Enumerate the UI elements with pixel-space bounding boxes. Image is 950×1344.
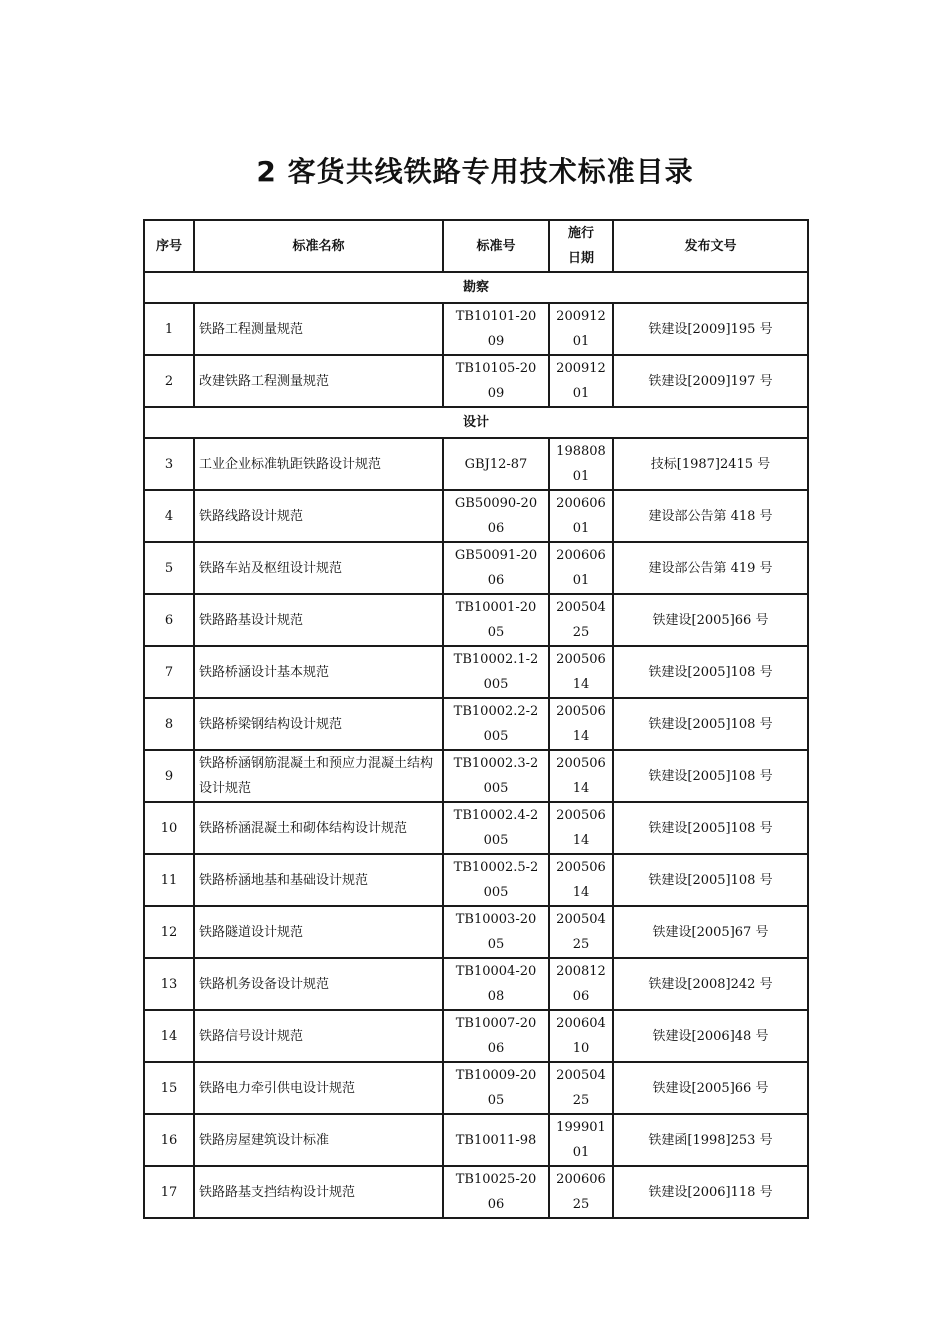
cell-doc: 铁建设[2005]67 号 [613, 906, 808, 958]
table-row [144, 698, 808, 750]
cell-code-text: TB10002.2-2005 [453, 704, 539, 744]
header-code: 标准号 [443, 220, 549, 272]
header-date-label: 施行日期 [567, 226, 594, 266]
cell-index: 16 [144, 1114, 194, 1166]
cell-date [549, 438, 613, 490]
section-row [144, 407, 808, 438]
cell-date [549, 646, 613, 698]
cell-doc: 铁建设[2008]242 号 [613, 958, 808, 1010]
cell-index: 11 [144, 854, 194, 906]
table-row [144, 958, 808, 1010]
table-row [144, 646, 808, 698]
cell-code-text: TB10025-2006 [455, 1172, 537, 1212]
cell-index: 10 [144, 802, 194, 854]
cell-code-text: TB10002.4-2005 [453, 808, 539, 848]
cell-date-text: 20091201 [556, 309, 606, 349]
cell-doc: 铁建设[2009]197 号 [613, 355, 808, 407]
cell-index: 17 [144, 1166, 194, 1218]
cell-doc: 技标[1987]2415 号 [613, 438, 808, 490]
table-row [144, 438, 808, 490]
cell-name: 铁路线路设计规范 [194, 490, 443, 542]
cell-name: 铁路桥涵钢筋混凝土和预应力混凝土结构设计规范 [194, 750, 443, 802]
cell-index: 1 [144, 303, 194, 355]
cell-doc: 铁建设[2006]48 号 [613, 1010, 808, 1062]
cell-date-text: 20091201 [556, 361, 606, 401]
cell-code [443, 854, 549, 906]
cell-code [443, 906, 549, 958]
cell-date-text: 20050425 [556, 1068, 606, 1108]
cell-index: 9 [144, 750, 194, 802]
cell-doc: 铁建设[2005]108 号 [613, 698, 808, 750]
table-row [144, 542, 808, 594]
cell-doc: 铁建设[2005]108 号 [613, 646, 808, 698]
cell-code [443, 438, 549, 490]
header-date [549, 220, 613, 272]
table-row [144, 1114, 808, 1166]
cell-doc: 铁建设[2005]66 号 [613, 1062, 808, 1114]
cell-date [549, 490, 613, 542]
cell-code-text: GB50091-2006 [454, 548, 538, 588]
cell-index: 2 [144, 355, 194, 407]
cell-index: 4 [144, 490, 194, 542]
cell-date [549, 698, 613, 750]
cell-code-text: TB10002.3-2005 [453, 756, 539, 796]
cell-name: 铁路电力牵引供电设计规范 [194, 1062, 443, 1114]
cell-code [443, 1062, 549, 1114]
cell-doc: 建设部公告第 418 号 [613, 490, 808, 542]
cell-date-text: 20060625 [556, 1172, 606, 1212]
cell-code [443, 542, 549, 594]
cell-index: 14 [144, 1010, 194, 1062]
cell-doc: 铁建设[2009]195 号 [613, 303, 808, 355]
cell-name: 铁路路基设计规范 [194, 594, 443, 646]
cell-date-text: 20050425 [556, 912, 606, 952]
cell-code-text: TB10101-2009 [455, 309, 537, 349]
cell-date [549, 958, 613, 1010]
cell-code-text: TB10002.1-2005 [453, 652, 539, 692]
table-row [144, 854, 808, 906]
section-row [144, 272, 808, 303]
cell-code [443, 594, 549, 646]
cell-code [443, 1114, 549, 1166]
cell-code-text: TB10009-2005 [455, 1068, 537, 1108]
cell-index: 12 [144, 906, 194, 958]
cell-code [443, 646, 549, 698]
cell-index: 3 [144, 438, 194, 490]
cell-date [549, 594, 613, 646]
cell-code-text: GBJ12-87 [464, 456, 528, 472]
cell-index: 15 [144, 1062, 194, 1114]
cell-name: 铁路隧道设计规范 [194, 906, 443, 958]
cell-date-text: 20081206 [556, 964, 606, 1004]
cell-code-text: TB10003-2005 [455, 912, 537, 952]
cell-code-text: TB10007-2006 [455, 1016, 537, 1056]
table-row [144, 355, 808, 407]
section-label: 设计 [144, 407, 808, 438]
cell-date-text: 20050614 [556, 652, 606, 692]
cell-doc: 铁建设[2005]108 号 [613, 802, 808, 854]
cell-date [549, 1062, 613, 1114]
table-row [144, 750, 808, 802]
cell-name: 工业企业标准轨距铁路设计规范 [194, 438, 443, 490]
cell-date [549, 1114, 613, 1166]
cell-code [443, 355, 549, 407]
cell-date [549, 1166, 613, 1218]
cell-code [443, 1010, 549, 1062]
header-name: 标准名称 [194, 220, 443, 272]
cell-date [549, 802, 613, 854]
cell-code-text: GB50090-2006 [454, 496, 538, 536]
cell-date [549, 906, 613, 958]
table-row [144, 1166, 808, 1218]
table-row [144, 802, 808, 854]
cell-doc: 铁建函[1998]253 号 [613, 1114, 808, 1166]
cell-doc: 铁建设[2005]108 号 [613, 750, 808, 802]
cell-date [549, 854, 613, 906]
cell-doc: 建设部公告第 419 号 [613, 542, 808, 594]
table-row [144, 906, 808, 958]
cell-name: 铁路房屋建筑设计标准 [194, 1114, 443, 1166]
cell-index: 8 [144, 698, 194, 750]
cell-name: 铁路工程测量规范 [194, 303, 443, 355]
cell-date [549, 750, 613, 802]
table-row [144, 1062, 808, 1114]
table-row [144, 303, 808, 355]
cell-date-text: 19880801 [556, 444, 606, 484]
header-doc: 发布文号 [613, 220, 808, 272]
cell-code-text: TB10105-2009 [455, 361, 537, 401]
table-row [144, 1010, 808, 1062]
cell-code-text: TB10001-2005 [455, 600, 537, 640]
table-header-row [144, 220, 808, 272]
cell-name: 铁路路基支挡结构设计规范 [194, 1166, 443, 1218]
cell-date-text: 20050614 [556, 704, 606, 744]
cell-code-text: TB10002.5-2005 [453, 860, 539, 900]
cell-date-text: 20050614 [556, 860, 606, 900]
cell-name: 铁路车站及枢纽设计规范 [194, 542, 443, 594]
table-row [144, 594, 808, 646]
cell-index: 13 [144, 958, 194, 1010]
cell-date-text: 20050614 [556, 808, 606, 848]
cell-name: 铁路桥涵混凝土和砌体结构设计规范 [194, 802, 443, 854]
cell-date [549, 355, 613, 407]
cell-index: 7 [144, 646, 194, 698]
cell-date-text: 20050425 [556, 600, 606, 640]
cell-code [443, 802, 549, 854]
cell-doc: 铁建设[2005]108 号 [613, 854, 808, 906]
section-label: 勘察 [144, 272, 808, 303]
cell-name: 改建铁路工程测量规范 [194, 355, 443, 407]
cell-date [549, 303, 613, 355]
cell-date-text: 20050614 [556, 756, 606, 796]
page-title: 2 客货共线铁路专用技术标准目录 [256, 155, 694, 188]
cell-code [443, 1166, 549, 1218]
standards-table [143, 219, 809, 1219]
cell-date [549, 542, 613, 594]
cell-date-text: 20060601 [556, 496, 606, 536]
cell-date-text: 20060601 [556, 548, 606, 588]
cell-code [443, 750, 549, 802]
cell-name: 铁路信号设计规范 [194, 1010, 443, 1062]
header-index: 序号 [144, 220, 194, 272]
cell-date-text: 20060410 [556, 1016, 606, 1056]
cell-code-text: TB10004-2008 [455, 964, 537, 1004]
cell-name: 铁路桥涵设计基本规范 [194, 646, 443, 698]
cell-index: 6 [144, 594, 194, 646]
cell-code [443, 698, 549, 750]
cell-date-text: 19990101 [556, 1120, 606, 1160]
cell-name: 铁路桥涵地基和基础设计规范 [194, 854, 443, 906]
cell-doc: 铁建设[2006]118 号 [613, 1166, 808, 1218]
cell-name: 铁路机务设备设计规范 [194, 958, 443, 1010]
cell-code [443, 490, 549, 542]
cell-code [443, 303, 549, 355]
cell-doc: 铁建设[2005]66 号 [613, 594, 808, 646]
cell-code-text: TB10011-98 [455, 1132, 537, 1148]
cell-index: 5 [144, 542, 194, 594]
table-row [144, 490, 808, 542]
cell-code [443, 958, 549, 1010]
cell-date [549, 1010, 613, 1062]
cell-name: 铁路桥梁钢结构设计规范 [194, 698, 443, 750]
